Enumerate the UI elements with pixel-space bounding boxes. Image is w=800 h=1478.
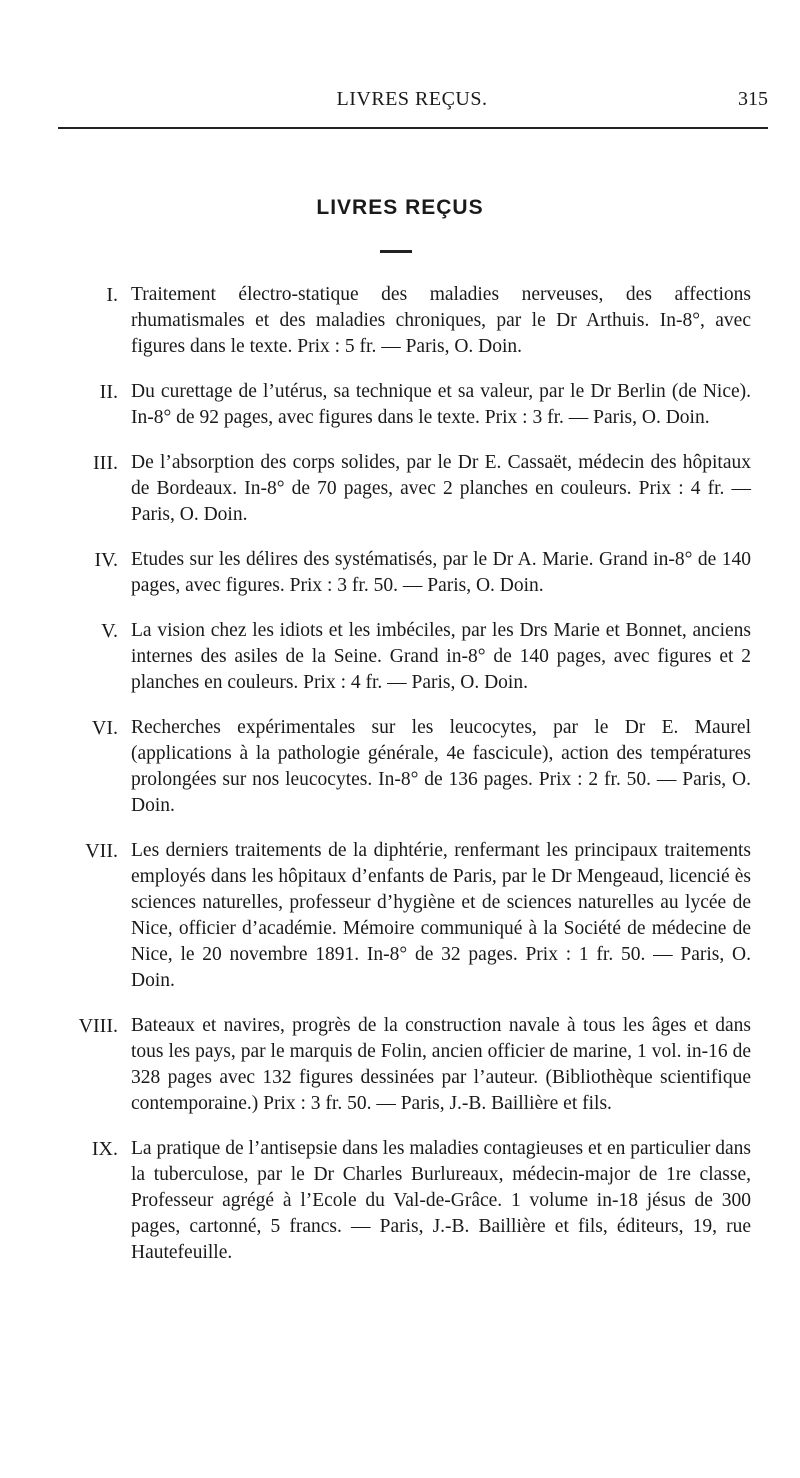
book-entry-1 <box>0 282 800 360</box>
book-entry-7 <box>0 838 800 994</box>
entry-text: La pratique de l’antisepsie dans les maladies contagieuses et en particulier dans la tuberculose, par le Dr Charles Burlureaux, médecin-major de 1re classe, Professeur agrégé à l’Ecole du Val-de-Grâce. 1 volume in-18 jésus de 300 pages, cartonné, 5 francs. — Paris, J.-B. Baillière et fils, éditeurs, 19, rue Hautefeuille. <box>131 1138 751 1263</box>
book-entry-2 <box>0 379 800 431</box>
running-title: LIVRES REÇUS. <box>336 88 488 110</box>
running-head <box>56 88 768 112</box>
entry-numeral: V. <box>101 620 118 642</box>
entry-numeral: IV. <box>94 549 118 571</box>
entry-numeral: II. <box>99 381 118 403</box>
entry-text: Les derniers traitements de la diphtérie, renfermant les principaux traitements employés dans les hôpitaux d’enfants de Paris, par le Dr Mengeaud, licencié ès sciences naturelles, professeur d’hygiène et de sciences naturelles au lycée de Nice, officier d’académie. Mémoire communiqué à la Société de médecine de Nice, le 20 novembre 1891. In-8° de 32 pages. Prix : 1 fr. 50. — Paris, O. Doin. <box>131 840 751 991</box>
entry-numeral: VII. <box>85 840 118 862</box>
entry-text: Bateaux et navires, progrès de la construction navale à tous les âges et dans tous les pays, par le marquis de Folin, ancien officier de marine, 1 vol. in-16 de 328 pages avec 132 figures dessinées par l’auteur. (Bibliothèque scientifique contemporaine.) Prix : 3 fr. 50. — Paris, J.-B. Baillière et fils. <box>131 1015 751 1114</box>
book-entry-5 <box>0 618 800 696</box>
book-entry-4 <box>0 547 800 599</box>
section-title: LIVRES REÇUS <box>316 196 484 219</box>
entry-text: La vision chez les idiots et les imbéciles, par les Drs Marie et Bonnet, anciens internes des asiles de la Seine. Grand in-8° de 140 pages, avec figures et 2 planches en couleurs. Prix : 4 fr. — Paris, O. Doin. <box>131 620 751 693</box>
entry-numeral: VI. <box>91 717 118 739</box>
entry-text: Etudes sur les délires des systématisés, par le Dr A. Marie. Grand in-8° de 140 pages, avec figures. Prix : 3 fr. 50. — Paris, O. Doin. <box>131 549 751 596</box>
header-rule <box>58 127 768 129</box>
book-entry-3 <box>0 450 800 528</box>
book-list <box>0 282 800 1285</box>
entry-numeral: III. <box>93 452 118 474</box>
entry-numeral: IX. <box>91 1138 118 1160</box>
title-separator <box>380 250 412 253</box>
page-number: 315 <box>738 88 768 110</box>
book-entry-9 <box>0 1136 800 1266</box>
book-entry-6 <box>0 715 800 819</box>
entry-text: De l’absorption des corps solides, par le Dr E. Cassaët, médecin des hôpitaux de Bordeaux. In-8° de 70 pages, avec 2 planches en couleurs. Prix : 4 fr. — Paris, O. Doin. <box>131 452 751 525</box>
entry-numeral: I. <box>106 284 118 306</box>
entry-numeral: VIII. <box>78 1015 118 1037</box>
book-entry-8 <box>0 1013 800 1117</box>
entry-text: Traitement électro-statique des maladies nerveuses, des affections rhumatismales et des maladies chroniques, par le Dr Arthuis. In-8°, avec figures dans le texte. Prix : 5 fr. — Paris, O. Doin. <box>131 284 751 357</box>
entry-text: Recherches expérimentales sur les leucocytes, par le Dr E. Maurel (applications à la pathologie générale, 4e fascicule), action des températures prolongées sur nos leucocytes. In-8° de 136 pages. Prix : 2 fr. 50. — Paris, O. Doin. <box>131 717 751 816</box>
entry-text: Du curettage de l’utérus, sa technique et sa valeur, par le Dr Berlin (de Nice). In-8° de 92 pages, avec figures dans le texte. Prix : 3 fr. — Paris, O. Doin. <box>131 381 751 428</box>
